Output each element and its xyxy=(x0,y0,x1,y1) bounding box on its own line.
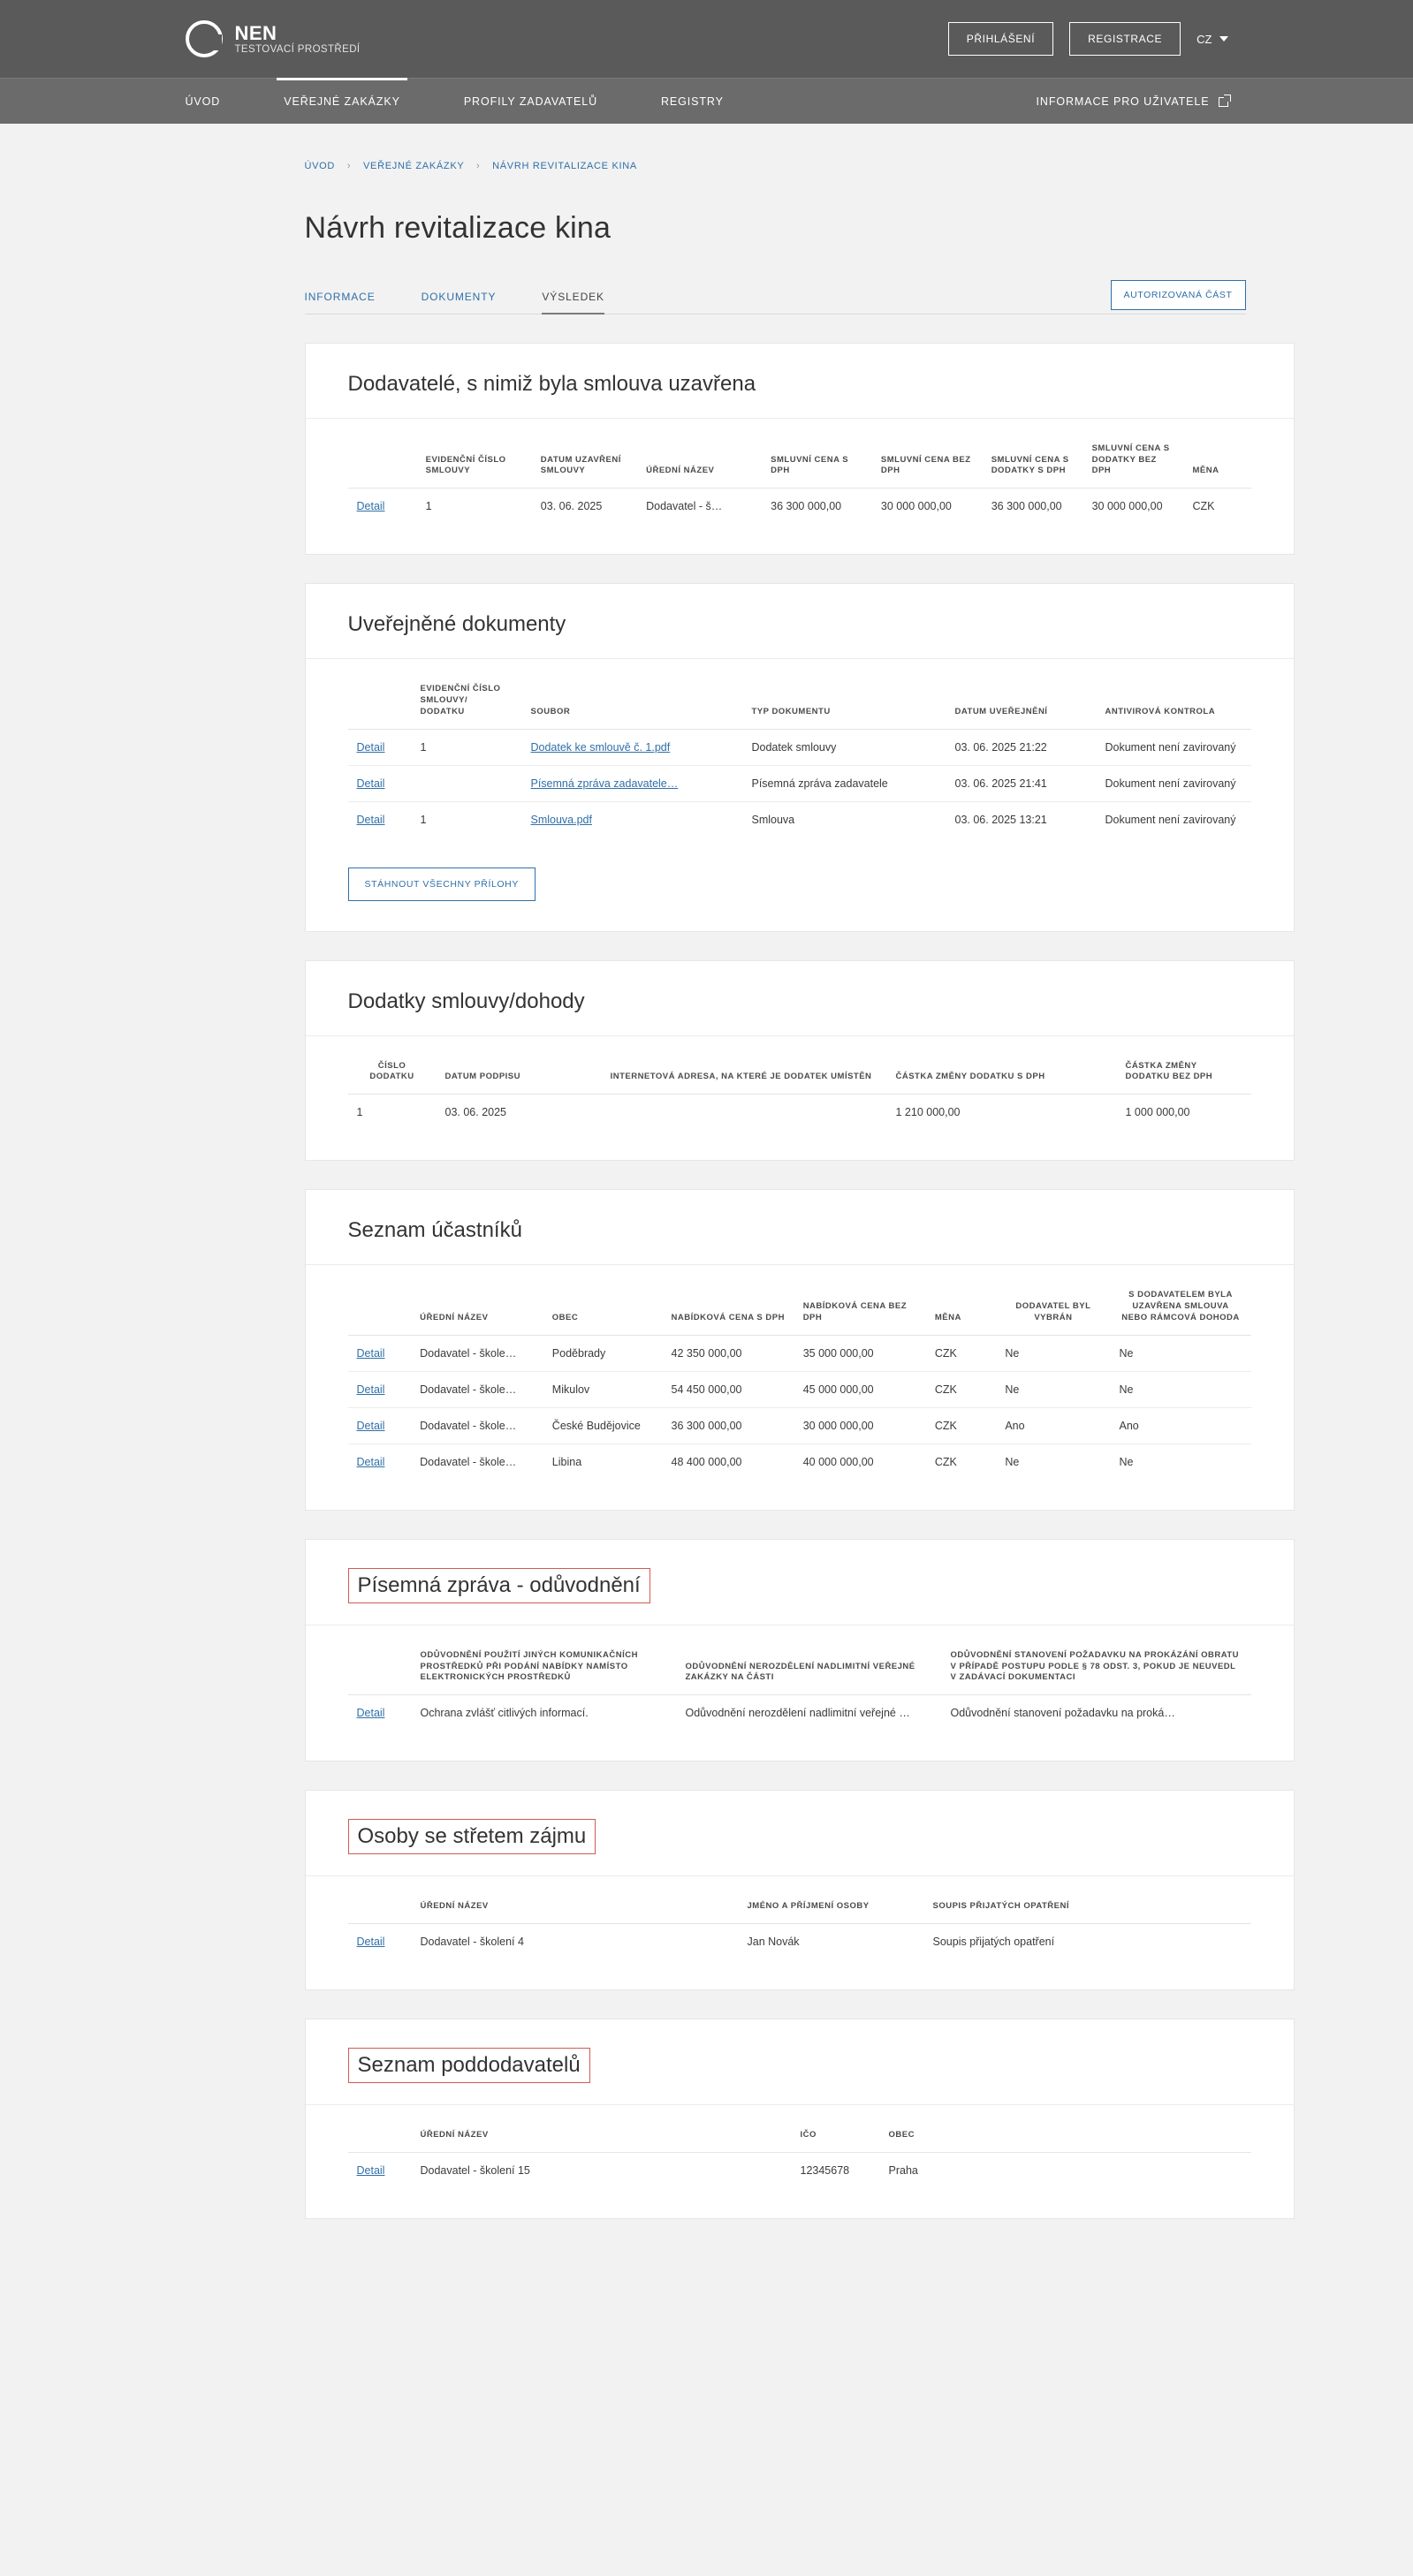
th-suppliers-0 xyxy=(348,419,417,489)
detail-link[interactable]: Detail xyxy=(356,1383,385,1396)
card-amendments-header xyxy=(306,961,1294,1036)
cell-uredni-nazev: Dodavatel - škole… xyxy=(411,1371,543,1407)
card-amendments xyxy=(305,960,1295,1162)
card-documents xyxy=(305,583,1295,931)
cell-internetova-adresa xyxy=(596,1095,887,1131)
cell-typ-dokumentu: Dodatek smlouvy xyxy=(743,729,946,765)
document-file-link[interactable]: Písemná zpráva zadavatele… xyxy=(530,777,679,790)
cell-cislo-dodatku: 1 xyxy=(348,1095,437,1131)
download-all-attachments-button[interactable]: STÁHNOUT VŠECHNY PŘÍLOHY xyxy=(348,868,536,901)
main-navigation xyxy=(0,78,1413,124)
cell-evidencni-cislo: 1 xyxy=(412,801,522,837)
th-amendments-3: ČÁSTKA ZMĚNY DODATKU S DPH xyxy=(887,1036,1117,1095)
th-suppliers-4: SMLUVNÍ CENA S DPH xyxy=(762,419,872,489)
cell-vybran: Ne xyxy=(996,1443,1110,1480)
tab-vysledek[interactable]: VÝSLEDEK xyxy=(542,291,604,314)
table-row xyxy=(348,801,1251,837)
detail-link[interactable]: Detail xyxy=(356,1346,385,1360)
th-sub-2: IČO xyxy=(792,2105,880,2152)
table-row xyxy=(348,489,1251,525)
table-row xyxy=(348,1095,1251,1131)
th-participants-1: ÚŘEDNÍ NÁZEV xyxy=(411,1265,543,1335)
table-header-row xyxy=(348,1876,1251,1923)
breadcrumb-separator-2: › xyxy=(475,161,481,171)
th-amendments-2: INTERNETOVÁ ADRESA, NA KTERÉ JE DODATEK UMÍSTĚN xyxy=(596,1036,887,1095)
tab-bar xyxy=(305,279,1246,314)
cell-antivirova-kontrola: Dokument není zavirovaný xyxy=(1097,729,1251,765)
card-conflict-of-interest xyxy=(305,1790,1295,1990)
detail-link[interactable]: Detail xyxy=(356,1935,385,1948)
cell-smlouva-uzavrena: Ne xyxy=(1111,1335,1251,1371)
card-documents-title: Uveřejněné dokumenty xyxy=(347,612,566,637)
th-participants-0 xyxy=(348,1265,412,1335)
cell-vybran: Ne xyxy=(996,1335,1110,1371)
th-report-2: ODŮVODNĚNÍ NEROZDĚLENÍ NADLIMITNÍ VEŘEJNÉ ZAKÁZKY NA ČÁSTI xyxy=(677,1625,942,1695)
nav-item-verejne-zakazky[interactable]: VEŘEJNÉ ZAKÁZKY xyxy=(284,79,400,125)
cell-oduvodneni-obrat: Odůvodnění stanovení požadavku na proká… xyxy=(942,1695,1251,1731)
detail-link[interactable]: Detail xyxy=(356,740,385,754)
cell-uredni-nazev: Dodavatel - školení 4 xyxy=(412,1923,739,1959)
tab-informace[interactable]: INFORMACE xyxy=(304,290,376,303)
cell-mena: CZK xyxy=(926,1371,996,1407)
cell-uredni-nazev: Dodavatel - š… xyxy=(637,489,762,525)
page-title: Návrh revitalizace kina xyxy=(304,210,612,245)
document-file-link[interactable]: Dodatek ke smlouvě č. 1.pdf xyxy=(530,740,671,754)
cell-obec: Mikulov xyxy=(543,1371,663,1407)
th-participants-3: NABÍDKOVÁ CENA S DPH xyxy=(663,1265,794,1335)
cell-datum-uzavreni: 03. 06. 2025 xyxy=(532,489,637,525)
conflict-table xyxy=(348,1876,1251,1959)
cell-typ-dokumentu: Písemná zpráva zadavatele xyxy=(743,765,946,801)
cell-uredni-nazev: Dodavatel - školení 15 xyxy=(412,2152,792,2188)
site-logo[interactable] xyxy=(186,20,361,57)
th-suppliers-3: ÚŘEDNÍ NÁZEV xyxy=(637,419,762,489)
card-amendments-title: Dodatky smlouvy/dohody xyxy=(347,989,585,1013)
card-written-report-title: Písemná zpráva - odůvodnění xyxy=(348,1568,650,1603)
th-report-0 xyxy=(348,1625,412,1695)
table-row xyxy=(348,729,1251,765)
top-header-bar xyxy=(0,0,1413,78)
cell-nabidka-bez-dph: 45 000 000,00 xyxy=(794,1371,926,1407)
cell-obec: České Budějovice xyxy=(543,1407,663,1443)
cell-evidencni-cislo xyxy=(412,765,522,801)
external-link-icon xyxy=(1219,97,1228,107)
detail-link[interactable]: Detail xyxy=(356,1455,385,1468)
card-participants-header xyxy=(306,1190,1294,1265)
table-header-row xyxy=(348,1625,1251,1695)
cell-cena-bez-dph: 30 000 000,00 xyxy=(872,489,983,525)
th-documents-2: SOUBOR xyxy=(522,659,743,729)
language-label: CZ xyxy=(1196,32,1212,46)
card-suppliers-header xyxy=(306,344,1294,419)
table-header-row xyxy=(348,1265,1251,1335)
cell-uredni-nazev: Dodavatel - škole… xyxy=(411,1443,543,1480)
table-row xyxy=(348,765,1251,801)
table-row xyxy=(348,1695,1251,1731)
table-row xyxy=(348,1923,1251,1959)
cell-datum-uverejneni: 03. 06. 2025 21:41 xyxy=(946,765,1097,801)
detail-link[interactable]: Detail xyxy=(356,1707,385,1720)
document-file-link[interactable]: Smlouva.pdf xyxy=(530,813,592,826)
card-subcontractors xyxy=(305,2019,1295,2219)
logo-subtitle: TESTOVACÍ PROSTŘEDÍ xyxy=(234,43,361,55)
th-conflict-1: ÚŘEDNÍ NÁZEV xyxy=(412,1876,739,1923)
detail-link[interactable]: Detail xyxy=(356,2163,385,2177)
cell-nabidka-s-dph: 42 350 000,00 xyxy=(663,1335,794,1371)
card-written-report-header xyxy=(306,1540,1294,1625)
cell-obec: Libina xyxy=(543,1443,663,1480)
th-participants-5: MĚNA xyxy=(926,1265,996,1335)
th-participants-2: OBEC xyxy=(543,1265,663,1335)
detail-link[interactable]: Detail xyxy=(356,1419,385,1432)
th-conflict-2: JMÉNO A PŘÍJMENÍ OSOBY xyxy=(739,1876,924,1923)
card-conflict-title: Osoby se střetem zájmu xyxy=(348,1819,596,1854)
th-amendments-4: ČÁSTKA ZMĚNY DODATKU BEZ DPH xyxy=(1117,1036,1251,1095)
cell-nabidka-s-dph: 36 300 000,00 xyxy=(663,1407,794,1443)
table-header-row xyxy=(348,659,1251,729)
written-report-table xyxy=(348,1625,1251,1731)
cell-smlouva-uzavrena: Ne xyxy=(1111,1443,1251,1480)
th-participants-6: DODAVATEL BYL VYBRÁN xyxy=(996,1265,1110,1335)
cell-nabidka-bez-dph: 30 000 000,00 xyxy=(794,1407,926,1443)
subcontractors-table xyxy=(348,2105,1251,2188)
cell-datum-uverejneni: 03. 06. 2025 21:22 xyxy=(946,729,1097,765)
nav-item-informace-pro-uzivatele[interactable] xyxy=(1037,79,1228,125)
th-sub-0 xyxy=(348,2105,412,2152)
table-row xyxy=(348,2152,1251,2188)
cell-antivirova-kontrola: Dokument není zavirovaný xyxy=(1097,765,1251,801)
nav-item-profily-zadavatelu[interactable]: PROFILY ZADAVATELŮ xyxy=(463,95,597,108)
card-conflict-header xyxy=(306,1791,1294,1876)
chevron-down-icon xyxy=(1219,36,1228,42)
cell-nabidka-bez-dph: 35 000 000,00 xyxy=(794,1335,926,1371)
table-row xyxy=(348,1407,1251,1443)
cell-mena: CZK xyxy=(1184,489,1251,525)
cell-datum-uverejneni: 03. 06. 2025 13:21 xyxy=(946,801,1097,837)
cell-cena-dodatky-s-dph: 36 300 000,00 xyxy=(983,489,1083,525)
cell-castka-bez-dph: 1 000 000,00 xyxy=(1117,1095,1251,1131)
cell-soupis-opatreni: Soupis přijatých opatření xyxy=(924,1923,1251,1959)
cell-castka-s-dph: 1 210 000,00 xyxy=(887,1095,1117,1131)
cell-cena-s-dph: 36 300 000,00 xyxy=(762,489,872,525)
cell-vybran: Ne xyxy=(996,1371,1110,1407)
cell-smlouva-uzavrena: Ne xyxy=(1111,1371,1251,1407)
card-participants xyxy=(305,1189,1295,1510)
logo-title: NEN xyxy=(234,22,277,45)
th-participants-7: S DODAVATELEM BYLA UZAVŘENA SMLOUVA NEBO RÁMCOVÁ DOHODA xyxy=(1111,1265,1251,1335)
cell-mena: CZK xyxy=(926,1443,996,1480)
language-selector[interactable] xyxy=(1196,33,1227,46)
th-documents-3: TYP DOKUMENTU xyxy=(743,659,946,729)
table-row xyxy=(348,1443,1251,1480)
th-report-3: ODŮVODNĚNÍ STANOVENÍ POŽADAVKU NA PROKÁZÁNÍ OBRATU V PŘÍPADĚ POSTUPU PODLE § 78 ODST. 3, POKUD JE NEUVEDL V ZADÁVACÍ DOKUMENTACI xyxy=(942,1625,1251,1695)
table-row xyxy=(348,1371,1251,1407)
card-participants-title: Seznam účastníků xyxy=(347,1218,522,1243)
cell-oduvodneni-nerozdeleni: Odůvodnění nerozdělení nadlimitní veřejné … xyxy=(677,1695,942,1731)
card-suppliers-title: Dodavatelé, s nimiž byla smlouva uzavřena xyxy=(347,371,756,396)
cell-nabidka-s-dph: 54 450 000,00 xyxy=(663,1371,794,1407)
authorized-section-button[interactable]: AUTORIZOVANÁ ČÁST xyxy=(1111,280,1246,310)
cell-vybran: Ano xyxy=(996,1407,1110,1443)
breadcrumb-item-uvod[interactable]: ÚVOD xyxy=(304,161,336,171)
register-button[interactable]: REGISTRACE xyxy=(1069,22,1181,56)
th-conflict-3: SOUPIS PŘIJATÝCH OPATŘENÍ xyxy=(924,1876,1251,1923)
breadcrumb-separator-1: › xyxy=(346,161,352,171)
cell-datum-podpisu: 03. 06. 2025 xyxy=(437,1095,596,1131)
card-suppliers xyxy=(305,343,1295,555)
cell-nabidka-bez-dph: 40 000 000,00 xyxy=(794,1443,926,1480)
th-suppliers-2: DATUM UZAVŘENÍ SMLOUVY xyxy=(532,419,637,489)
detail-link[interactable]: Detail xyxy=(356,777,385,790)
breadcrumb-item-verejne-zakazky[interactable]: VEŘEJNÉ ZAKÁZKY xyxy=(363,161,465,171)
th-conflict-0 xyxy=(348,1876,412,1923)
th-documents-4: DATUM UVEŘEJNĚNÍ xyxy=(946,659,1097,729)
th-sub-3: OBEC xyxy=(880,2105,1251,2152)
cell-cena-dodatky-bez-dph: 30 000 000,00 xyxy=(1083,489,1184,525)
breadcrumb-item-current[interactable]: NÁVRH REVITALIZACE KINA xyxy=(492,161,637,171)
suppliers-table xyxy=(348,419,1251,524)
tab-dokumenty[interactable]: DOKUMENTY xyxy=(421,290,497,303)
detail-link[interactable]: Detail xyxy=(356,813,385,826)
participants-table xyxy=(348,1265,1251,1479)
th-amendments-1: DATUM PODPISU xyxy=(437,1036,596,1095)
card-written-report xyxy=(305,1539,1295,1762)
cell-ico: 12345678 xyxy=(792,2152,880,2188)
th-suppliers-8: MĚNA xyxy=(1184,419,1251,489)
documents-table xyxy=(348,659,1251,837)
cell-uredni-nazev: Dodavatel - škole… xyxy=(411,1335,543,1371)
cell-typ-dokumentu: Smlouva xyxy=(743,801,946,837)
cell-mena: CZK xyxy=(926,1407,996,1443)
cell-jmeno-osoby: Jan Novák xyxy=(739,1923,924,1959)
cell-smlouva-uzavrena: Ano xyxy=(1111,1407,1251,1443)
cell-obec: Praha xyxy=(880,2152,1251,2188)
th-suppliers-7: SMLUVNÍ CENA S DODATKY BEZ DPH xyxy=(1083,419,1184,489)
breadcrumb xyxy=(97,124,1317,171)
th-amendments-0: ČÍSLO DODATKU xyxy=(348,1036,437,1095)
cell-antivirova-kontrola: Dokument není zavirovaný xyxy=(1097,801,1251,837)
detail-link[interactable]: Detail xyxy=(356,500,385,513)
card-subcontractors-title: Seznam poddodavatelů xyxy=(348,2048,590,2083)
table-header-row xyxy=(348,419,1251,489)
nav-item-uvod[interactable]: ÚVOD xyxy=(185,95,221,108)
cell-obec: Poděbrady xyxy=(543,1335,663,1371)
amendments-table xyxy=(348,1036,1251,1131)
cell-evidencni-cislo: 1 xyxy=(412,729,522,765)
cell-mena: CZK xyxy=(926,1335,996,1371)
th-suppliers-1: EVIDENČNÍ ČÍSLO SMLOUVY xyxy=(417,419,532,489)
th-documents-0 xyxy=(348,659,412,729)
card-documents-header xyxy=(306,584,1294,659)
nav-item-informace-label: INFORMACE PRO UŽIVATELE xyxy=(1036,95,1210,108)
card-subcontractors-header xyxy=(306,2019,1294,2105)
table-header-row xyxy=(348,2105,1251,2152)
cell-uredni-nazev: Dodavatel - škole… xyxy=(411,1407,543,1443)
th-sub-1: ÚŘEDNÍ NÁZEV xyxy=(412,2105,792,2152)
table-header-row xyxy=(348,1036,1251,1095)
th-suppliers-5: SMLUVNÍ CENA BEZ DPH xyxy=(872,419,983,489)
cell-oduvodneni-komunikace: Ochrana zvlášť citlivých informací. xyxy=(412,1695,677,1731)
cell-evidencni-cislo: 1 xyxy=(417,489,532,525)
th-participants-4: NABÍDKOVÁ CENA BEZ DPH xyxy=(794,1265,926,1335)
nav-item-registry[interactable]: REGISTRY xyxy=(661,95,724,108)
th-documents-1: EVIDENČNÍ ČÍSLO SMLOUVY/ DODATKU xyxy=(412,659,522,729)
table-row xyxy=(348,1335,1251,1371)
th-suppliers-6: SMLUVNÍ CENA S DODATKY S DPH xyxy=(983,419,1083,489)
login-button[interactable]: PŘIHLÁŠENÍ xyxy=(948,22,1053,56)
th-report-1: ODŮVODNĚNÍ POUŽITÍ JINÝCH KOMUNIKAČNÍCH PROSTŘEDKŮ PŘI PODÁNÍ NABÍDKY NAMÍSTO ELEKTRONICKÝCH PROSTŘEDKŮ xyxy=(412,1625,677,1695)
logo-circle-icon xyxy=(186,20,223,57)
cell-nabidka-s-dph: 48 400 000,00 xyxy=(663,1443,794,1480)
th-documents-5: ANTIVIROVÁ KONTROLA xyxy=(1097,659,1251,729)
